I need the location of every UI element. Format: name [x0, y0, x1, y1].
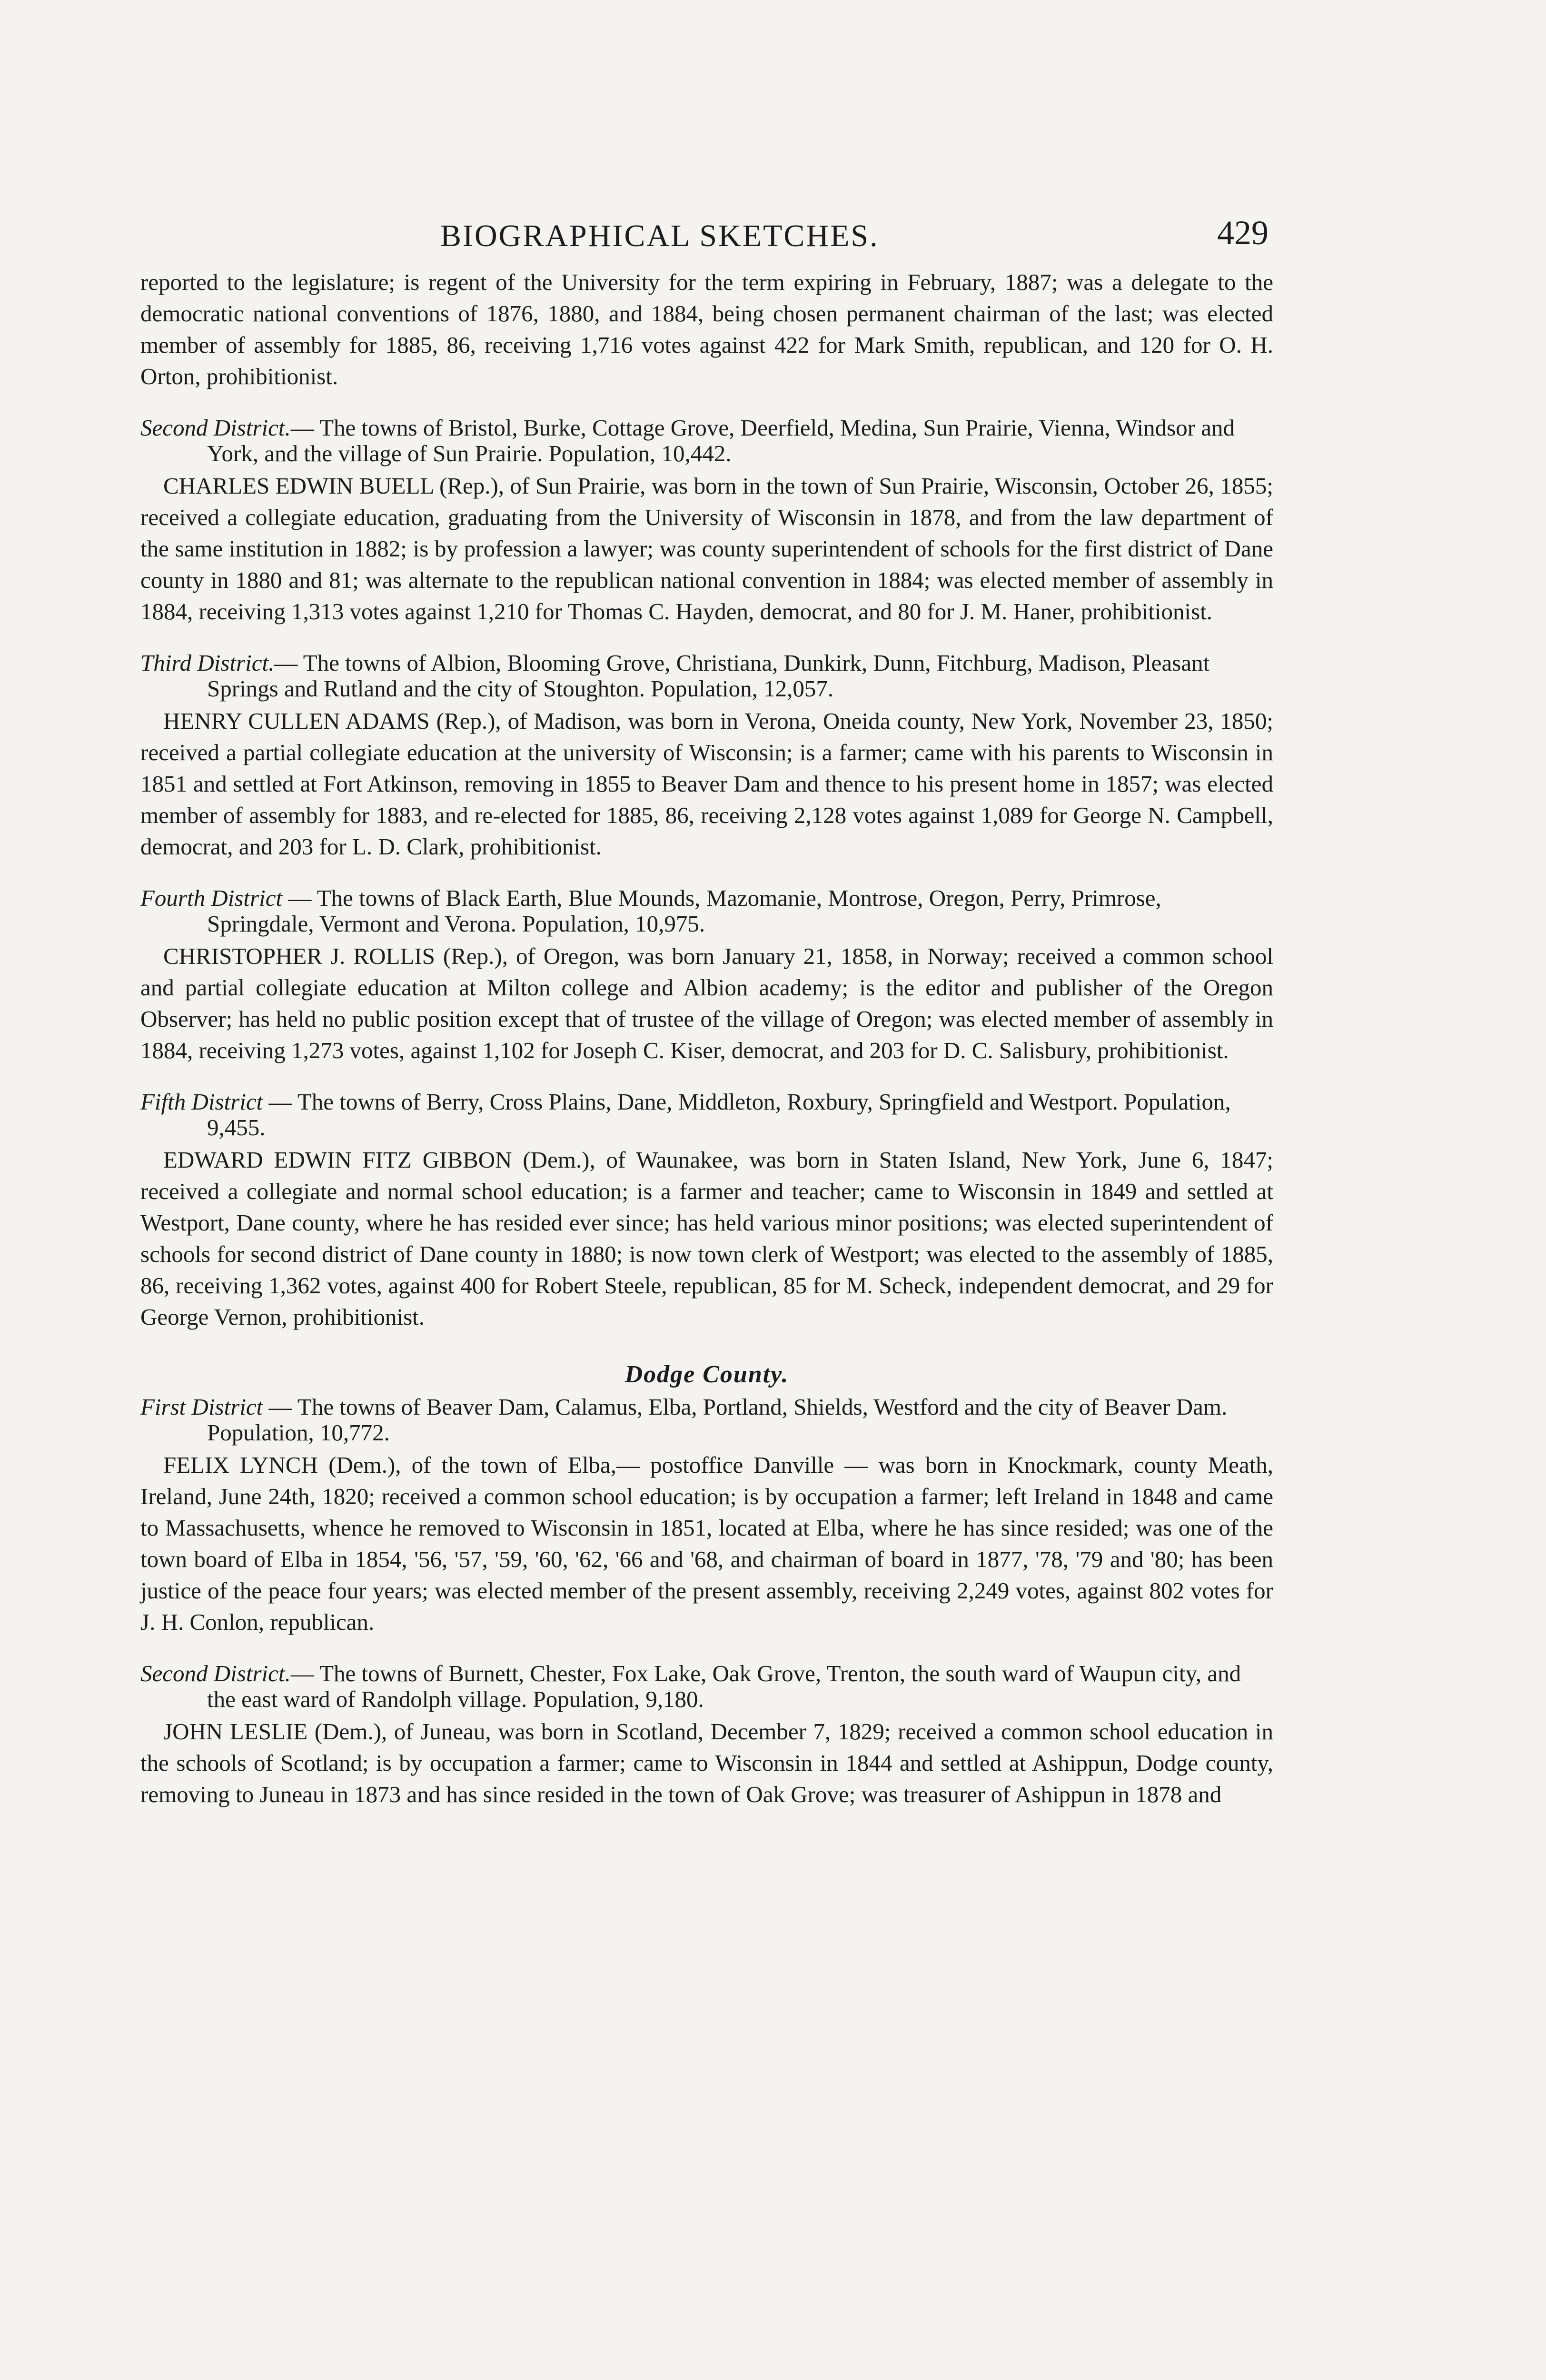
district-heading-second: [140, 415, 1273, 466]
district-heading-fourth: [140, 885, 1273, 937]
county-heading: Dodge County.: [624, 1361, 789, 1388]
district-label: First District: [140, 1394, 263, 1420]
page-number: 429: [1217, 214, 1269, 252]
continued-paragraph: reported to the legislature; is regent of the University for the term expiring in February, 1887; was a delegate to the democratic national conventions of 1876, 1880, and 1884, being chosen permanent chairman of the last; was elected member of assembly for 1885, 86, receiving 1,716 votes against 422 for Mark Smith, republican, and 120 for O. H. Orton, prohibitionist.: [140, 269, 1273, 389]
biography-buell: CHARLES EDWIN BUELL (Rep.), of Sun Prairie, was born in the town of Sun Prairie, Wisconsin, October 26, 1855; received a collegiate education, graduating from the University of Wisconsin in 1878, and from the law department of the same institution in 1882; is by profession a lawyer; was county superintendent of schools for the first district of Dane county in 1880 and 81; was alternate to the republican national convention in 1884; was elected member of assembly in 1884, receiving 1,313 votes against 1,210 for Thomas C. Hayden, democrat, and 80 for J. M. Haner, prohibitionist.: [140, 473, 1273, 625]
district-label: Second District.: [140, 415, 291, 441]
biography-leslie: JOHN LESLIE (Dem.), of Juneau, was born in Scotland, December 7, 1829; received a common school education in the schools of Scotland; is by occupation a farmer; came to Wisconsin in 1844 and settled at Ashippun, Dodge county, removing to Juneau in 1873 and has since resided in the town of Oak Grove; was treasurer of Ashippun in 1878 and: [140, 1718, 1273, 1807]
district-description: — The towns of Black Earth, Blue Mounds, Mazomanie, Montrose, Oregon, Perry, Primrose, Springdale, Vermont and Verona. Population, 10,975.: [207, 885, 1161, 937]
district-label: Fifth District: [140, 1089, 263, 1115]
district-heading-third: [140, 650, 1273, 702]
district-label: Second District.: [140, 1660, 291, 1686]
district-description: — The towns of Berry, Cross Plains, Dane, Middleton, Roxbury, Springfield and Westport. Population, 9,455.: [207, 1089, 1231, 1140]
district-label: Fourth District: [140, 885, 283, 911]
district-description: — The towns of Albion, Blooming Grove, Christiana, Dunkirk, Dunn, Fitchburg, Madison, Pleasant Springs and Rutland and the city of Stoughton. Population, 12,057.: [207, 650, 1210, 702]
biography-lynch: FELIX LYNCH (Dem.), of the town of Elba,— postoffice Danville — was born in Knockmark, county Meath, Ireland, June 24th, 1820; received a common school education; is by occupation a farmer; left Ireland in 1848 and came to Massachusetts, whence he removed to Wisconsin in 1851, located at Elba, where he has since resided; was one of the town board of Elba in 1854, '56, '57, '59, '60, '62, '66 and '68, and chairman of board in 1877, '78, '79 and '80; has been justice of the peace four years; was elected member of the present assembly, receiving 2,249 votes, against 802 votes for J. H. Conlon, republican.: [140, 1452, 1273, 1635]
district-heading-dodge-first: [140, 1394, 1273, 1446]
running-title: BIOGRAPHICAL SKETCHES.: [440, 218, 879, 253]
biography-rollis: CHRISTOPHER J. ROLLIS (Rep.), of Oregon, was born January 21, 1858, in Norway; received a common school and partial collegiate education at Milton college and Albion academy; is the editor and publisher of the Oregon Observer; has held no public position except that of trustee of the village of Oregon; was elected member of assembly in 1884, receiving 1,273 votes, against 1,102 for Joseph C. Kiser, democrat, and 203 for D. C. Salisbury, prohibitionist.: [140, 943, 1273, 1063]
running-header: [140, 209, 1273, 267]
district-description: — The towns of Beaver Dam, Calamus, Elba, Portland, Shields, Westford and the city of Beaver Dam. Population, 10,772.: [207, 1394, 1228, 1446]
district-description: — The towns of Bristol, Burke, Cottage Grove, Deerfield, Medina, Sun Prairie, Vienna, Windsor and York, and the village of Sun Prairie. Population, 10,442.: [207, 415, 1235, 466]
district-label: Third District.: [140, 650, 275, 676]
text-column: [140, 209, 1273, 1810]
district-heading-dodge-second: [140, 1661, 1273, 1712]
biography-fitz-gibbon: EDWARD EDWIN FITZ GIBBON (Dem.), of Waunakee, was born in Staten Island, New York, June 6, 1847; received a collegiate and normal school education; is a farmer and teacher; came to Wisconsin in 1849 and settled at Westport, Dane county, where he has resided ever since; has held various minor positions; was elected superintendent of schools for second district of Dane county in 1880; is now town clerk of Westport; was elected to the assembly of 1885, 86, receiving 1,362 votes, against 400 for Robert Steele, republican, 85 for M. Scheck, independent democrat, and 29 for George Vernon, prohibitionist.: [140, 1147, 1273, 1330]
district-description: — The towns of Burnett, Chester, Fox Lake, Oak Grove, Trenton, the south ward of Waupun city, and the east ward of Randolph village. Population, 9,180.: [207, 1660, 1241, 1712]
district-heading-fifth: [140, 1089, 1273, 1140]
biography-adams: HENRY CULLEN ADAMS (Rep.), of Madison, was born in Verona, Oneida county, New York, November 23, 1850; received a partial collegiate education at the university of Wisconsin; is a farmer; came with his parents to Wisconsin in 1851 and settled at Fort Atkinson, removing in 1855 to Beaver Dam and thence to his present home in 1857; was elected member of assembly for 1883, and re-elected for 1885, 86, receiving 2,128 votes against 1,089 for George N. Campbell, democrat, and 203 for L. D. Clark, prohibitionist.: [140, 708, 1273, 860]
